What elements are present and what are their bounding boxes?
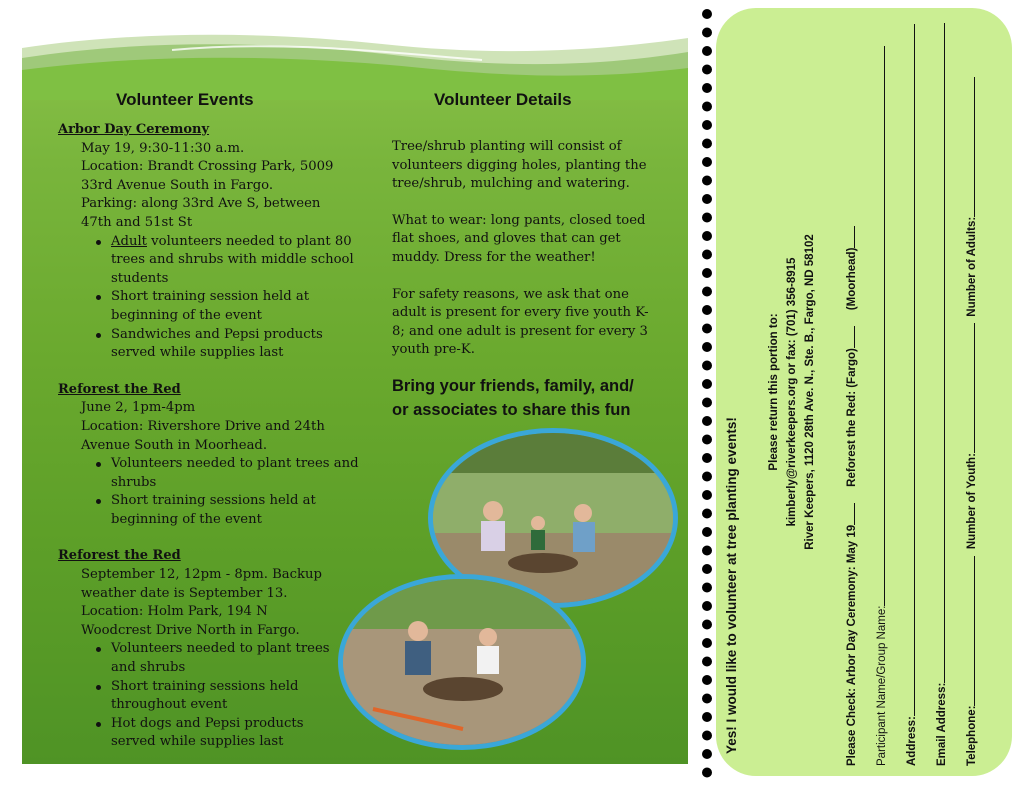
bullet-text: students [111,270,169,286]
list-item [96,233,378,289]
form-rotated-content [716,8,1012,776]
participant-name-field[interactable] [874,46,885,606]
perforation-dot [702,620,712,630]
perforation-dot [702,564,712,574]
adult-emphasis: Adult [111,233,147,249]
participant-row [874,46,888,766]
perforation-dot [702,361,712,371]
reforest-june-location [58,418,378,455]
perforation-dot [702,453,712,463]
list-item [96,678,378,715]
perforation-dots [700,8,714,788]
bullet-text: served while supplies last [111,345,284,361]
volunteers-digging-photo [338,574,586,750]
perforation-dot [702,139,712,149]
email-row [934,23,948,766]
reforest-moorhead-label: (Moorhead) [846,247,858,311]
address-row [904,24,918,766]
list-item [96,288,378,325]
perforation-dot [702,305,712,315]
perforation-dot [702,712,712,722]
june-location-line2: Avenue South in Moorhead. [81,437,268,453]
what-to-wear [392,212,682,268]
adults-label: Number of Adults: [966,216,978,317]
return-address: River Keepers, 1120 28th Ave. N., Ste. B., Fargo, ND 58102 [804,234,816,550]
youth-label: Number of Youth: [966,453,978,550]
perforation-dot [702,694,712,704]
fargo-check-blank[interactable] [844,326,855,348]
september-location-line1: Location: Holm Park, 194 N [81,604,268,620]
perforation-dot [702,268,712,278]
list-item [96,715,378,752]
perforation-dot [702,546,712,556]
reforest-fargo-label: Reforest the Red: (Fargo) [846,348,858,487]
arbor-check-blank[interactable] [844,503,855,525]
events-column [58,121,378,752]
list-item [96,492,378,529]
bullet-text: shrubs [111,474,157,490]
september-date-line2: weather date is September 13. [81,585,288,601]
perforation-dot [702,287,712,297]
bullet-text: Sandwiches and Pepsi products [111,326,323,342]
bullet-text: Volunteers needed to plant trees [111,641,330,657]
safety-note [392,286,682,360]
list-item [96,326,378,363]
bullet-text: and shrubs [111,660,186,676]
bullet-text: throughout event [111,697,228,713]
perforation-dot [702,102,712,112]
check-label: Please Check: Arbor Day Ceremony: May 19 [846,524,858,766]
perforation-dot [702,768,712,778]
text-line: 8; and one adult is present for every 3 [392,323,648,339]
bullet-text: Volunteers needed to plant trees and [111,456,359,472]
arbor-location-line2: 33rd Avenue South in Fargo. [81,177,274,193]
list-item [96,455,378,492]
perforation-dot [702,250,712,260]
perforation-dot [702,638,712,648]
volunteer-events-heading: Volunteer Events [116,90,254,109]
bullet-text: beginning of the event [111,307,262,323]
arbor-day-location [58,158,378,232]
volunteer-signup-form [716,8,1012,776]
perforation-dot [702,472,712,482]
text-line: tree/shrub, mulching and watering. [392,176,630,192]
participant-label: Participant Name/Group Name: [876,605,888,766]
perforation-dot [702,324,712,334]
address-label: Address: [906,716,918,766]
reforest-september-title: Reforest the Red [58,548,181,564]
text-line: Bring your friends, family, and/ [392,376,634,395]
address-field[interactable] [904,24,915,716]
arbor-day-bullets [58,233,378,363]
volunteer-details-heading: Volunteer Details [434,90,572,109]
perforation-dot [702,28,712,38]
june-location-line1: Location: Rivershore Drive and 24th [81,418,325,434]
perforation-dot [702,490,712,500]
bullet-text: trees and shrubs with middle school [111,252,354,268]
moorhead-check-blank[interactable] [844,226,855,248]
perforation-dot [702,194,712,204]
reforest-june-date: June 2, 1pm-4pm [81,400,196,416]
arbor-day-date: May 19, 9:30-11:30 a.m. [81,140,245,156]
text-line: muddy. Dress for the weather! [392,249,596,265]
telephone-row [964,77,978,766]
perforation-dot [702,416,712,426]
perforation-dot [702,601,712,611]
text-line: or associates to share this fun [392,400,631,419]
text-line: Tree/shrub planting will consist of [392,139,622,154]
bring-friends-callout [392,374,682,422]
bullet-text: Short training sessions held at [111,493,316,509]
perforation-dot [702,657,712,667]
planting-description [392,138,682,194]
text-line: youth pre-K. [392,342,475,358]
bullet-text: Hot dogs and Pepsi products [111,715,304,731]
arbor-location-line1: Location: Brandt Crossing Park, 5009 [81,159,334,175]
perforation-dot [702,83,712,93]
perforation-dot [702,342,712,352]
telephone-label: Telephone: [966,705,978,766]
list-item [96,640,378,677]
bullet-text: volunteers needed to plant 80 [146,233,352,249]
reforest-september-info [58,566,378,640]
bullet-text: Short training sessions held [111,678,299,694]
reforest-june-title: Reforest the Red [58,381,181,397]
perforation-dot [702,65,712,75]
arbor-day-title: Arbor Day Ceremony [58,122,210,137]
form-heading: Yes! I would like to volunteer at tree planting events! [724,417,739,754]
perforation-dot [702,398,712,408]
perforation-dot [702,231,712,241]
perforation-dot [702,749,712,759]
details-column [392,138,682,422]
bullet-text: served while supplies last [111,734,284,750]
perforation-dot [702,675,712,685]
perforation-dot [702,46,712,56]
return-instructions: Please return this portion to: [768,313,780,471]
text-line: What to wear: long pants, closed toed [392,212,646,228]
bullet-text: beginning of the event [111,511,262,527]
text-line: volunteers digging holes, planting the [392,157,647,173]
perforation-dot [702,435,712,445]
arbor-parking-line1: Parking: along 33rd Ave S, between [81,196,321,212]
text-line: flat shoes, and gloves that can get [392,231,621,247]
email-field[interactable] [934,23,945,683]
email-label: Email Address: [936,682,948,766]
perforation-dot [702,379,712,389]
perforation-dot [702,157,712,167]
event-checkboxes [844,226,858,766]
perforation-dot [702,731,712,741]
text-line: For safety reasons, we ask that one [392,286,629,302]
perforation-dot [702,527,712,537]
adults-count-field[interactable] [964,77,975,217]
bullet-text: Short training session held at [111,289,310,305]
perforation-dot [702,176,712,186]
perforation-dot [702,120,712,130]
perforation-dot [702,583,712,593]
arbor-parking-line2: 47th and 51st St [81,214,193,230]
youth-count-field[interactable] [964,323,975,453]
text-line: adult is present for every five youth K- [392,305,649,321]
telephone-field[interactable] [964,556,975,706]
september-location-line2: Woodcrest Drive North in Fargo. [81,622,300,638]
digging-scene-illustration [343,579,581,745]
return-contact: kimberly@riverkeepers.org or fax: (701) 356-8915 [786,257,798,527]
reforest-september-bullets [58,640,378,752]
perforation-dot [702,213,712,223]
perforation-dot [702,509,712,519]
september-date-line1: September 12, 12pm - 8pm. Backup [81,567,322,583]
reforest-june-bullets [58,455,378,529]
perforation-dot [702,9,712,19]
